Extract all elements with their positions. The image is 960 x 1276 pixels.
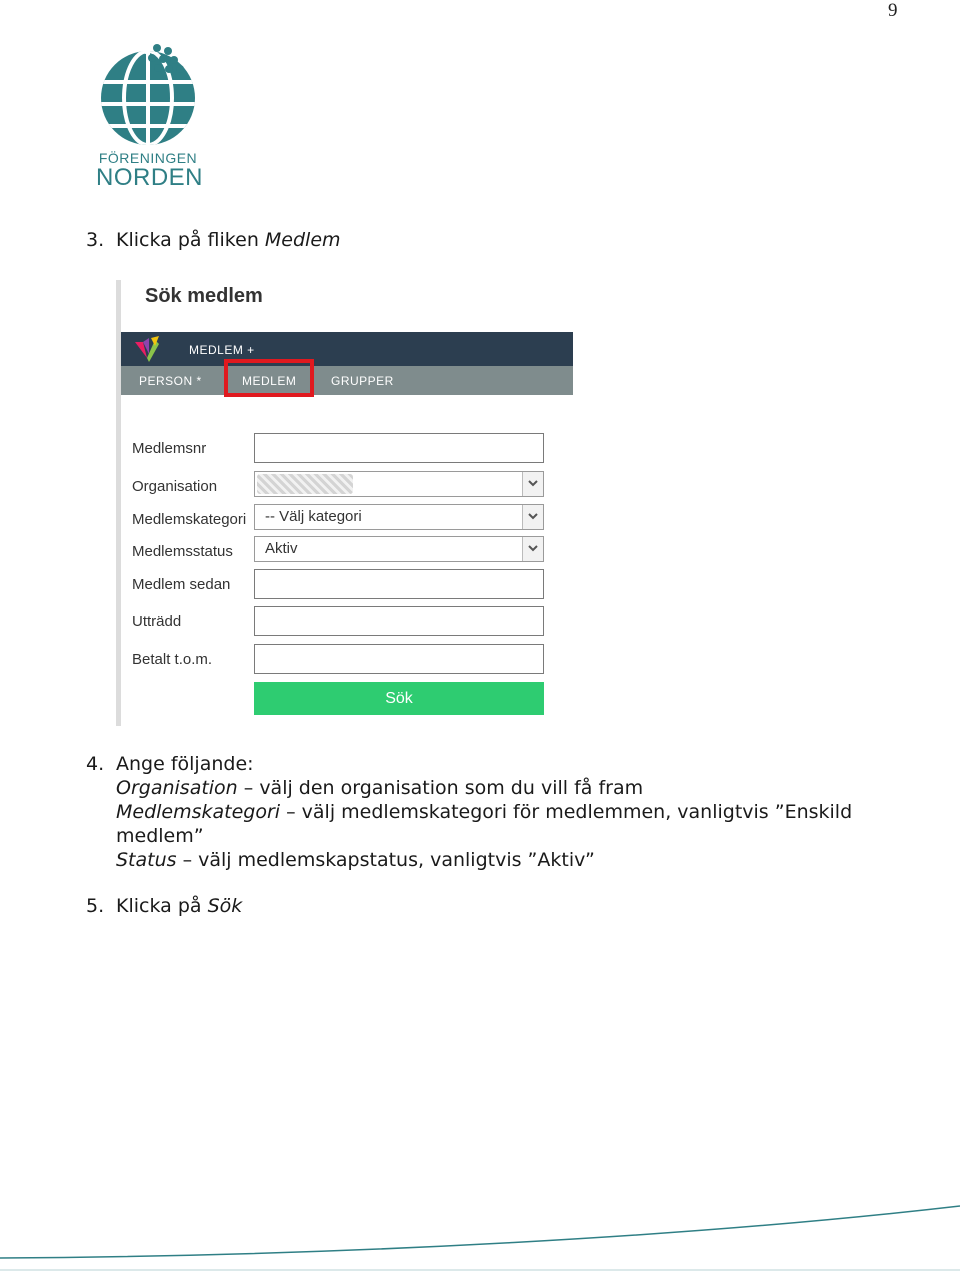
term: Status: [116, 849, 177, 871]
step-intro: Ange följande:: [116, 753, 254, 775]
term: Medlemskategori: [116, 801, 281, 823]
app-logo-icon: [133, 336, 163, 366]
tab-person[interactable]: PERSON *: [139, 374, 202, 388]
medlemsstatus-value: Aktiv: [265, 540, 298, 557]
medlemsstatus-select[interactable]: [254, 536, 544, 562]
description: – välj medlemskapstatus, vanligtvis ”Aktiv”: [176, 849, 595, 871]
sok-button[interactable]: Sök: [254, 682, 544, 715]
description: – välj medlemskategori för medlemmen, vanligtvis ”Enskild medlem”: [116, 801, 853, 847]
step-5: [86, 894, 242, 918]
label-medlemsstatus: Medlemsstatus: [132, 543, 233, 560]
chevron-down-icon[interactable]: [522, 505, 543, 529]
screenshot-sok-medlem: [116, 280, 576, 726]
redacted-value: [257, 474, 353, 494]
medlemskategori-value: -- Välj kategori: [265, 508, 362, 525]
step-number: 3.: [86, 229, 105, 251]
step-number: 5.: [86, 895, 105, 917]
label-medlemsnr: Medlemsnr: [132, 440, 207, 457]
medlemsnr-input[interactable]: [254, 433, 544, 463]
description: – välj den organisation som du vill få fram: [237, 777, 644, 799]
label-uttradd: Utträdd: [132, 613, 182, 630]
step-text: Klicka på fliken: [116, 229, 265, 251]
instruction-organisation: [86, 776, 876, 800]
step-number: 4.: [86, 753, 105, 775]
top-navbar: [121, 332, 573, 366]
tab-medlem-highlight: [224, 359, 314, 397]
menu-medlem[interactable]: MEDLEM +: [189, 343, 255, 357]
page-title: Sök medlem: [145, 285, 263, 307]
footer-decoration: [0, 1196, 960, 1276]
label-medlem-sedan: Medlem sedan: [132, 576, 231, 593]
globe-icon: [96, 42, 200, 146]
step-target: Medlem: [264, 229, 341, 251]
label-medlemskategori: Medlemskategori: [132, 511, 247, 528]
medlemskategori-select[interactable]: [254, 504, 544, 530]
instruction-status: [86, 848, 876, 872]
logo-text-norden: NORDEN: [96, 164, 204, 191]
tab-bar: [121, 366, 573, 395]
organisation-select[interactable]: [254, 471, 544, 497]
tab-grupper[interactable]: GRUPPER: [331, 374, 394, 388]
chevron-down-icon[interactable]: [522, 537, 543, 561]
term: Organisation: [116, 777, 238, 799]
medlem-sedan-input[interactable]: [254, 569, 544, 599]
foreningen-norden-logo: [96, 42, 206, 192]
chevron-down-icon[interactable]: [522, 472, 543, 496]
label-betalt-tom: Betalt t.o.m.: [132, 651, 213, 668]
betalt-tom-input[interactable]: [254, 644, 544, 674]
uttradd-input[interactable]: [254, 606, 544, 636]
step-4: [86, 752, 876, 872]
tab-medlem[interactable]: MEDLEM: [242, 374, 297, 388]
page-number: 9: [888, 0, 898, 21]
step-target: Sök: [207, 895, 243, 917]
logo-text-foreningen: FÖRENINGEN: [98, 150, 198, 166]
label-organisation: Organisation: [132, 478, 218, 495]
step-3: [86, 228, 341, 252]
instruction-medlemskategori: [86, 800, 876, 848]
step-text: Klicka på: [116, 895, 208, 917]
